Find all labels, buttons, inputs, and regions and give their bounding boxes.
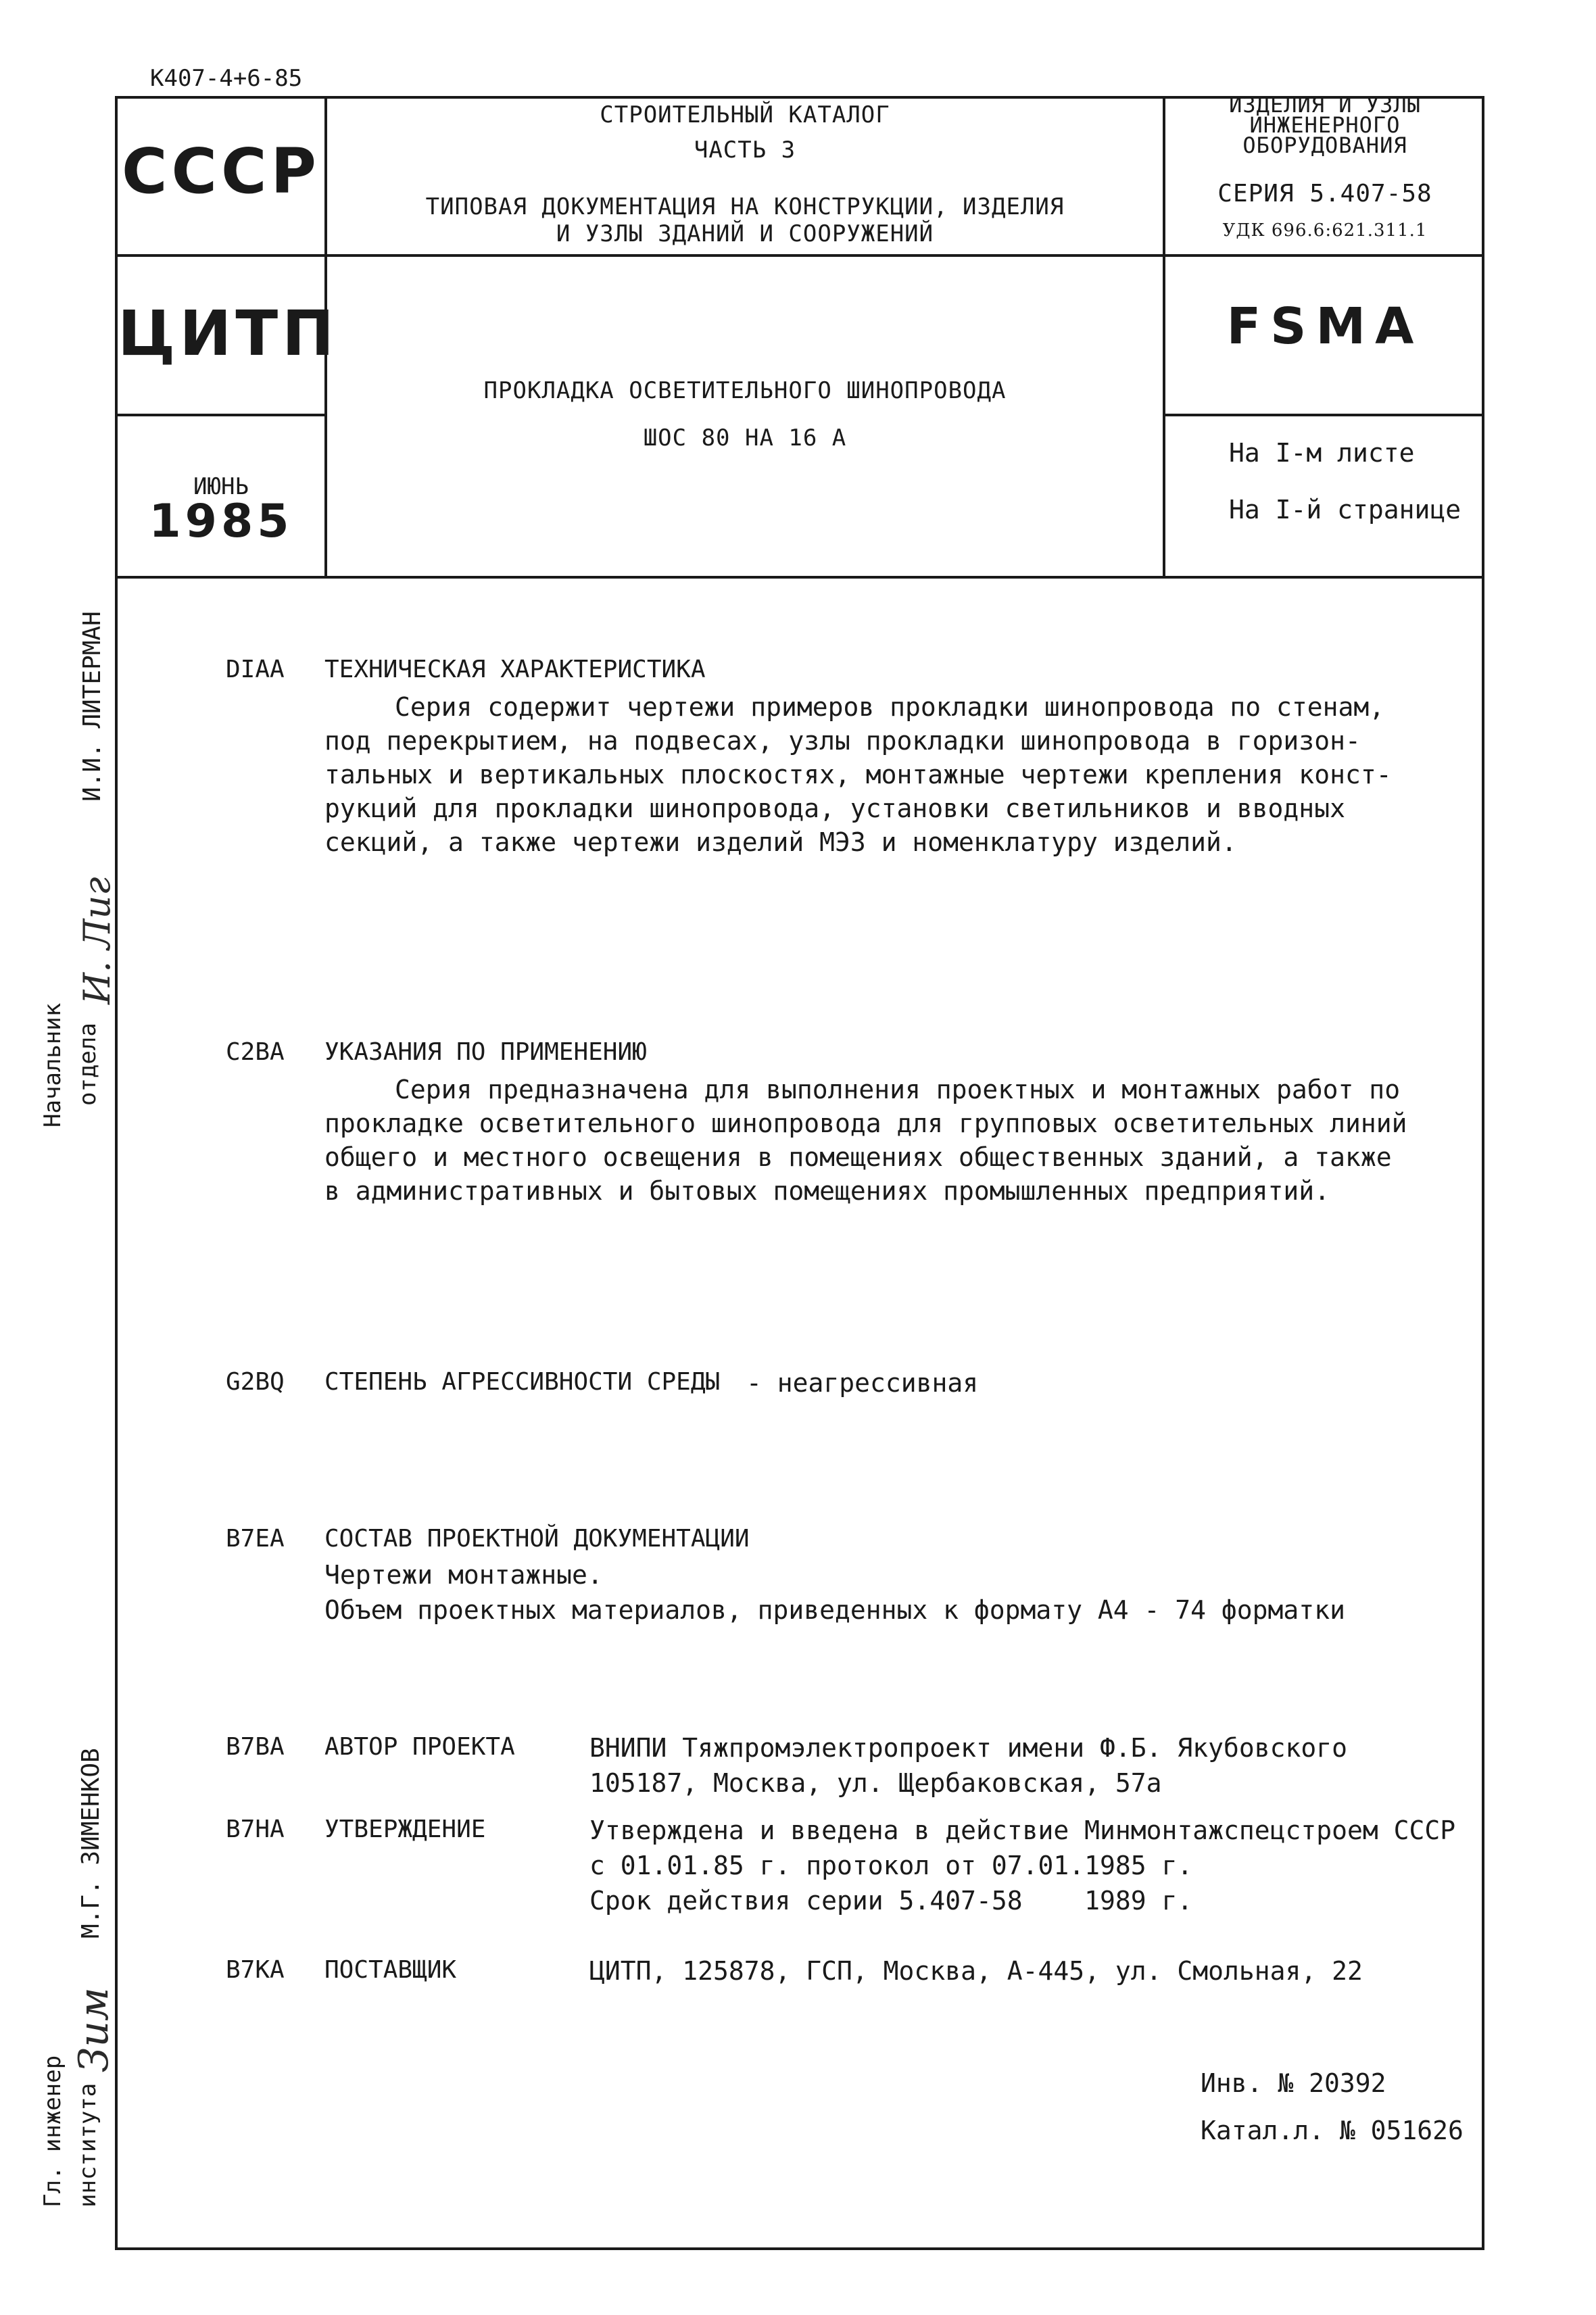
author-line-1: ВНИПИ Тяжпромэлектропроект имени Ф.Б. Якубовского [589,1733,1348,1763]
section-title-approval: УТВЕРЖДЕНИЕ [324,1816,486,1843]
tech-line-1: Серия содержит чертежи примеров прокладки шинопровода по стенам, [395,692,1385,722]
section-title-tech: ТЕХНИЧЕСКАЯ ХАРАКТЕРИСТИКА [324,656,706,683]
author-line-2: 105187, Москва, ул. Щербаковская, 57а [589,1768,1162,1798]
series-label: СЕРИЯ 5.407-58 [1217,180,1432,208]
tech-line-5: секций, а также чертежи изделий МЭЗ и номенклатуру изделий. [324,827,1237,857]
section-title-usage: УКАЗАНИЯ ПО ПРИМЕНЕНИЮ [324,1038,647,1066]
inventory-number: Инв. № 20392 [1201,2068,1386,2098]
section-code-tech: DIAA [226,656,285,683]
section-title-author: АВТОР ПРОЕКТА [324,1733,515,1761]
chief-engineer-name: М.Г. ЗИМЕНКОВ [77,1748,105,1939]
approval-line-1: Утверждена и введена в действие Минмонтажспецстроем СССР [589,1816,1456,1845]
section-code-approval: B7HA [226,1816,285,1843]
document-code: К407-4+6-85 [150,65,303,92]
citp-label: ЦИТП [118,297,339,370]
catalog-line-4: И УЗЛЫ ЗДАНИЙ И СООРУЖЕНИЙ [556,220,934,247]
section-title-aggressiveness: СТЕПЕНЬ АГРЕССИВНОСТИ СРЕДЫ [324,1368,721,1396]
catalog-line-3: ТИПОВАЯ ДОКУМЕНТАЦИЯ НА КОНСТРУКЦИИ, ИЗДЕЛИЯ [425,193,1065,220]
chief-engineer-title-line-1: Гл. инженер [39,2055,66,2208]
aggressiveness-value: - неагрессивная [746,1368,979,1398]
sheet-label: На I-м листе [1229,438,1415,468]
supplier-line-1: ЦИТП, 125878, ГСП, Москва, А-445, ул. Смольная, 22 [589,1956,1363,1986]
header-bottom-divider [115,576,1484,579]
section-title-supplier: ПОСТАВЩИК [324,1956,457,1984]
document-title: ПРОКЛАДКА ОСВЕТИТЕЛЬНОГО ШИНОПРОВОДА [483,377,1007,404]
year-label: 1985 [149,495,293,548]
head-dept-title-line-1: Начальник [39,1002,66,1127]
document-subtitle: ШОС 80 НА 16 А [643,424,847,452]
chief-engineer-signature: Зим [70,1987,118,2072]
catalog-line-2: ЧАСТЬ 3 [694,137,796,164]
documentation-line-1: Чертежи монтажные. [324,1560,603,1590]
head-dept-name: И.И. ЛИТЕРМАН [78,611,106,802]
usage-line-4: в административных и бытовых помещениях промышленных предприятий. [324,1176,1330,1206]
section-code-documentation: B7EA [226,1525,285,1553]
header-row-divider [115,254,1484,257]
product-group-line-3: ОБОРУДОВАНИЯ [1242,132,1407,158]
section-title-documentation: СОСТАВ ПРОЕКТНОЙ ДОКУМЕНТАЦИИ [324,1525,750,1553]
chief-engineer-title-line-2: института [74,2082,101,2208]
classification-code: FSMA [1226,297,1424,356]
header-right-divider [1163,414,1484,416]
header-left-divider [115,414,327,416]
page-frame [115,92,1484,2250]
usage-line-3: общего и местного освещения в помещениях общественных зданий, а также [324,1142,1392,1172]
page-label: На I-й странице [1229,495,1461,525]
product-group-line-2: ИНЖЕНЕРНОГО [1249,112,1401,138]
section-code-supplier: B7KA [226,1956,285,1984]
tech-line-3: тальных и вертикальных плоскостях, монтажные чертежи крепления конст- [324,760,1392,789]
documentation-line-2: Объем проектных материалов, приведенных к формату А4 - 74 форматки [324,1595,1345,1625]
tech-line-4: рукций для прокладки шинопровода, установки светильников и вводных [324,794,1345,823]
product-group-line-1: ИЗДЕЛИЯ И УЗЛЫ [1229,92,1421,118]
head-dept-title-line-2: отдела [74,1023,101,1106]
section-code-aggressiveness: G2BQ [226,1368,285,1396]
usage-line-2: прокладке осветительного шинопровода для групповых осветительных линий [324,1108,1407,1138]
approval-line-3: Срок действия серии 5.407-58 1989 г. [589,1886,1193,1916]
ussr-label: СССР [122,135,320,208]
approval-line-2: с 01.01.85 г. протокол от 07.01.1985 г. [589,1851,1193,1880]
usage-line-1: Серия предназначена для выполнения проектных и монтажных работ по [395,1075,1401,1104]
section-code-usage: C2BA [226,1038,285,1066]
month-label: ИЮНЬ [193,473,249,500]
section-code-author: B7BA [226,1733,285,1761]
tech-line-2: под перекрытием, на подвесах, узлы прокладки шинопровода в горизон- [324,726,1361,756]
catalog-line-1: СТРОИТЕЛЬНЫЙ КАТАЛОГ [600,101,890,128]
catalog-sheet-number: Катал.л. № 051626 [1201,2116,1464,2145]
head-dept-signature: И. Лиг [76,877,118,1004]
udk-label: УДК 696.6:621.311.1 [1222,220,1428,241]
